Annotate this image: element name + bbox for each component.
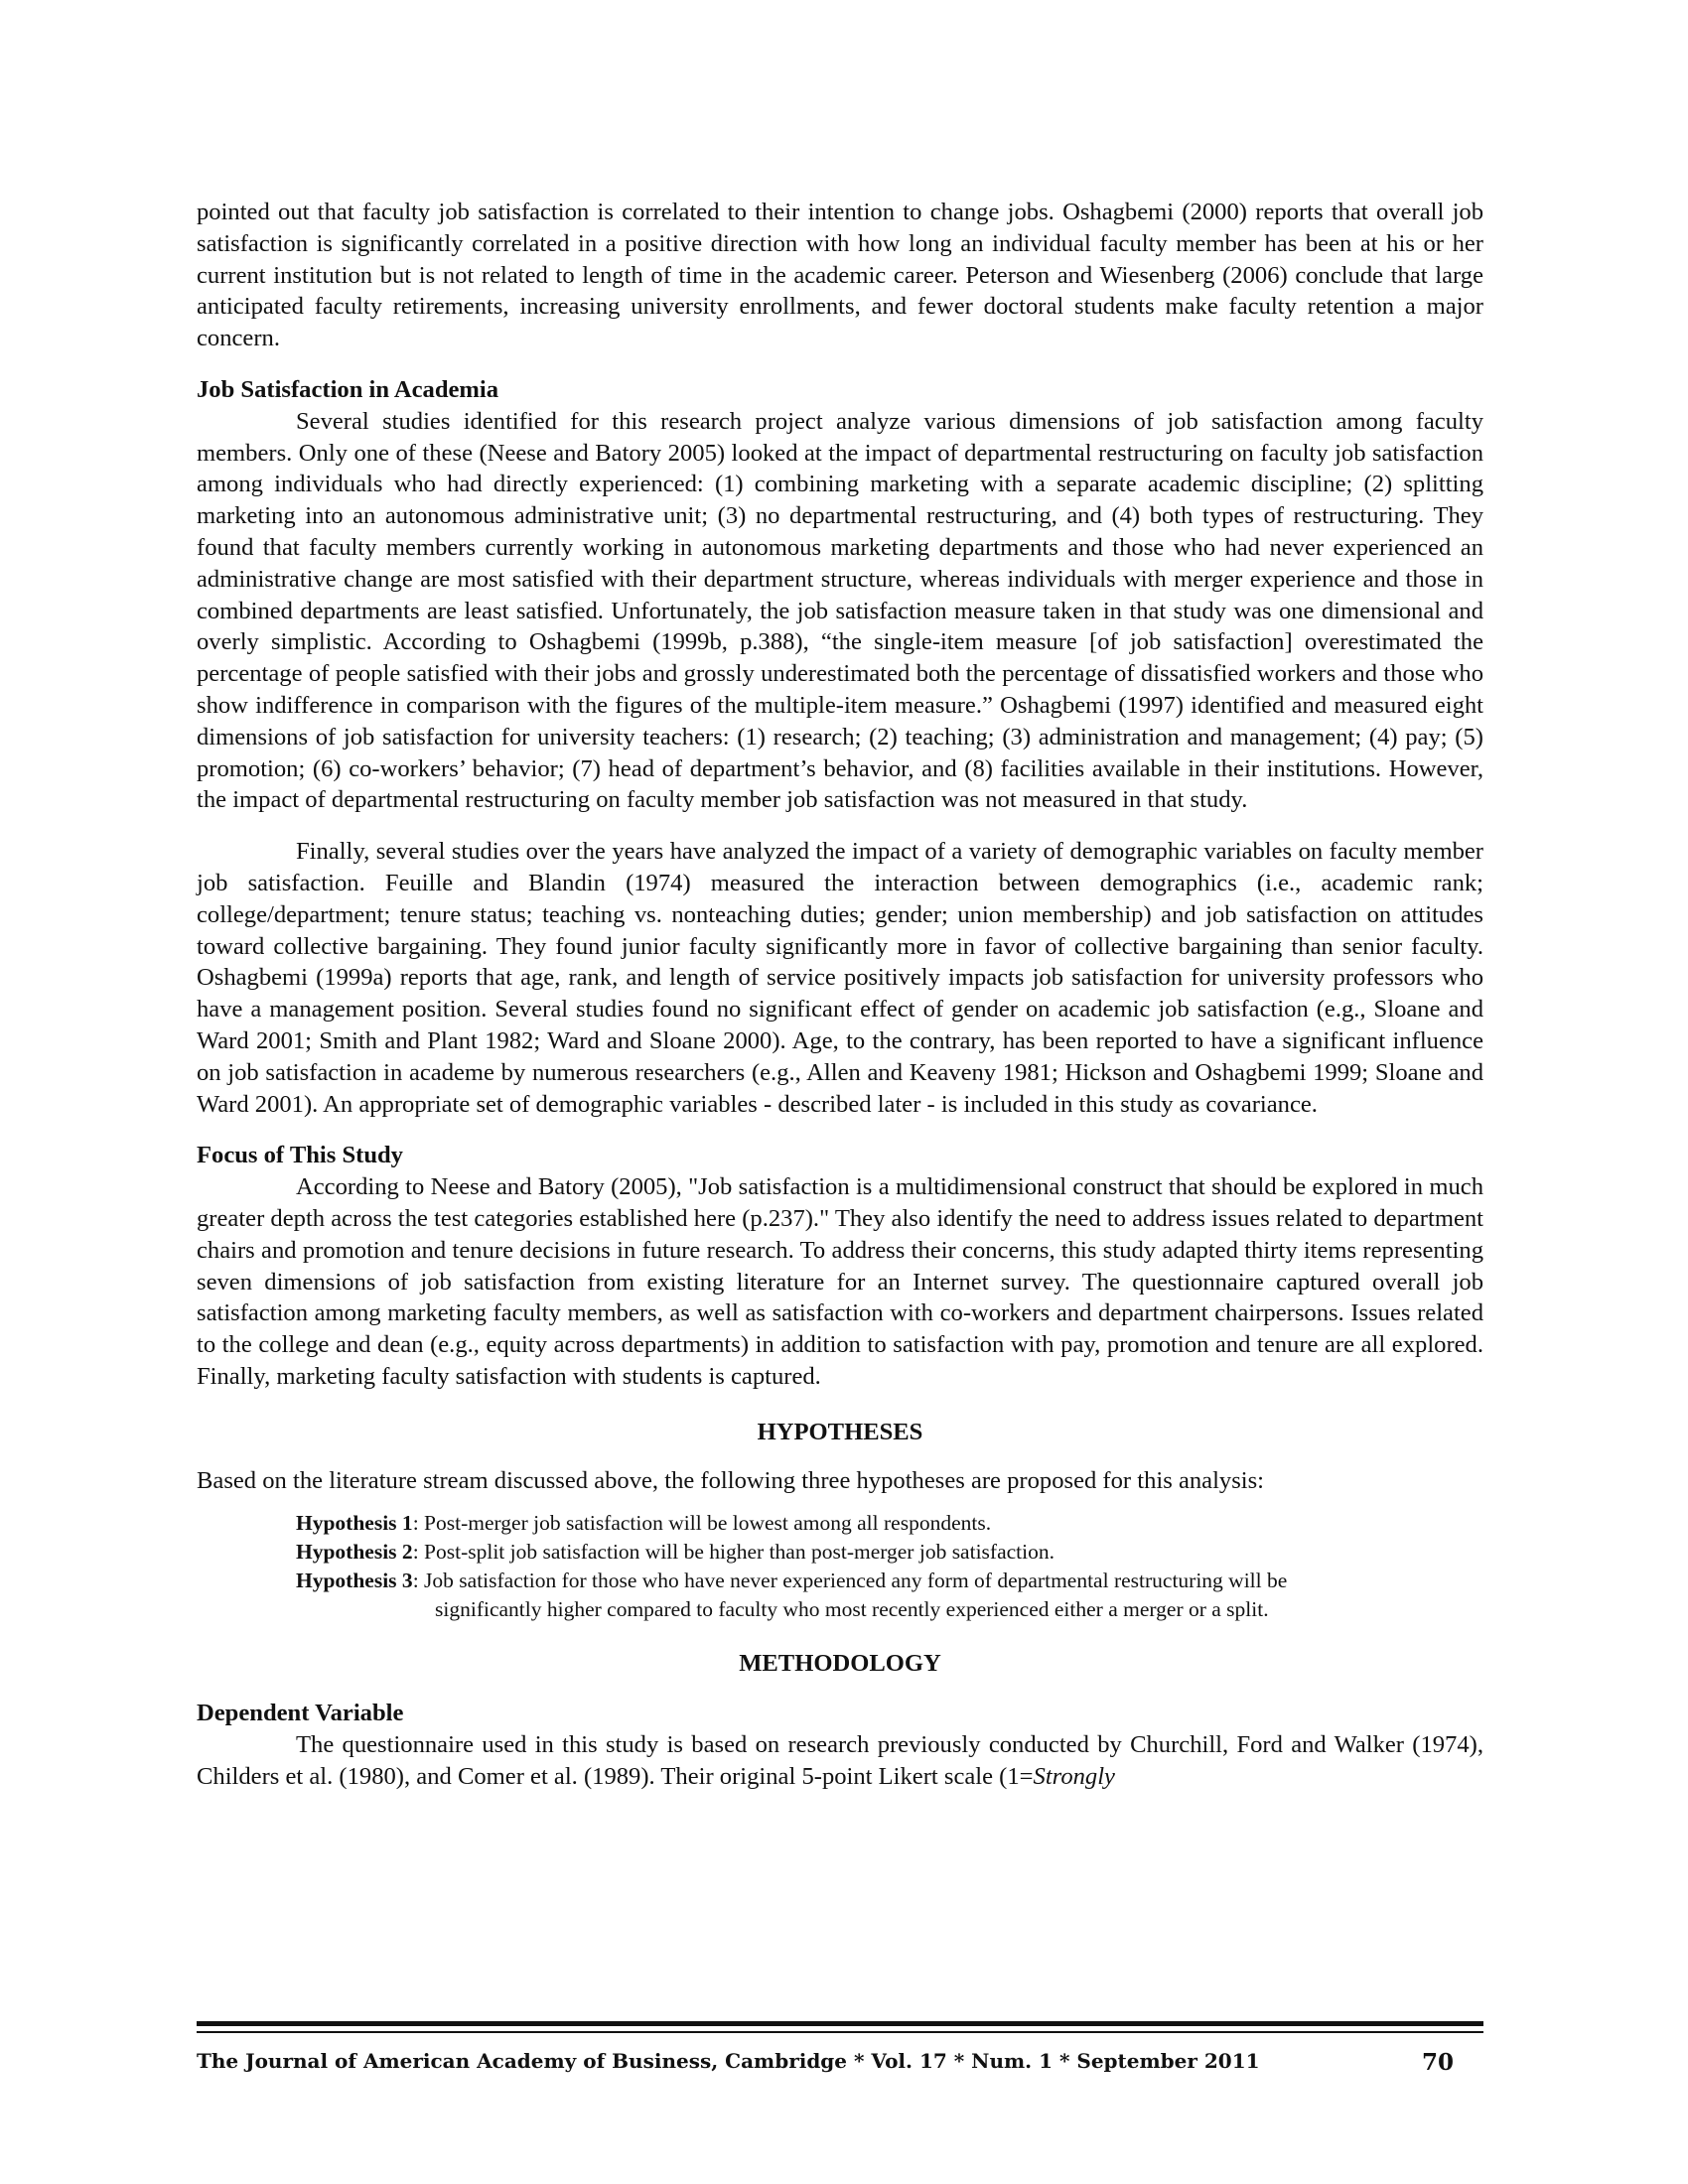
footer-rule-thin: [197, 2031, 1483, 2033]
heading-dependent-variable: Dependent Variable: [197, 1700, 404, 1727]
hypothesis-2-text: : Post-split job satisfaction will be higher than post-merger job satisfaction.: [412, 1540, 1055, 1565]
hypothesis-2: [296, 1538, 1483, 1567]
footer-rule-thick: [197, 2021, 1483, 2026]
heading-job-satisfaction: Job Satisfaction in Academia: [197, 375, 499, 403]
page-number: 70: [1421, 2049, 1454, 2076]
paragraph-3: Finally, several studies over the years have analyzed the impact of a variety of demographic variables on faculty member job satisfaction. Feuille and Blandin (1974) measured the interaction between demographics (i.e., academic rank; college/department; tenure status; teaching vs. nonteaching duties; gender; union membership) and job satisfaction on attitudes toward collective bargaining. They found junior faculty significantly more in favor of collective bargaining than senior faculty. Oshagbemi (1999a) reports that age, rank, and length of service positively impacts job satisfaction for university professors who have a management position. Several studies found no significant effect of gender on academic job satisfaction (e.g., Sloane and Ward 2001; Smith and Plant 1982; Ward and Sloane 2000). Age, to the contrary, has been reported to have a significant influence on job satisfaction in academe by numerous researchers (e.g., Allen and Keaveny 1981; Hickson and Oshagbemi 1999; Sloane and Ward 2001). An appropriate set of demographic variables - described later - is included in this study as covariance.: [197, 838, 1483, 1118]
hypothesis-1-label: Hypothesis 1: [296, 1511, 413, 1536]
hypothesis-1-text: : Post-merger job satisfaction will be lowest among all respondents.: [412, 1511, 992, 1536]
paragraph-6-italic: Strongly: [1033, 1762, 1115, 1790]
heading-methodology: METHODOLOGY: [739, 1650, 941, 1678]
hypothesis-3-continuation: significantly higher compared to faculty who most recently experienced either a merger or a split.: [435, 1597, 1269, 1622]
hypothesis-1: [296, 1509, 1483, 1538]
journal-citation: The Journal of American Academy of Business, Cambridge * Vol. 17 * Num. 1 * September 2011: [197, 2049, 1260, 2073]
hypothesis-3: [296, 1567, 1483, 1595]
hypothesis-2-label: Hypothesis 2: [296, 1540, 413, 1565]
heading-focus: Focus of This Study: [197, 1142, 403, 1169]
hypotheses-list: [296, 1509, 1483, 1624]
paragraph-6: [197, 1729, 1483, 1793]
paragraph-4: According to Neese and Batory (2005), "Job satisfaction is a multidimensional construct that should be explored in much greater depth across the test categories established here (p.237)." They also identify the need to address issues related to department chairs and promotion and tenure decisions in future research. To address their concerns, this study adapted thirty items representing seven dimensions of job satisfaction from existing literature for an Internet survey. The questionnaire captured overall job satisfaction among marketing faculty members, as well as satisfaction with co-workers and department chairpersons. Issues related to the college and dean (e.g., equity across departments) in addition to satisfaction with pay, promotion and tenure are all explored. Finally, marketing faculty satisfaction with students is captured.: [197, 1173, 1483, 1390]
page-footer: [197, 2049, 1483, 2076]
hypothesis-3-text: : Job satisfaction for those who have never experienced any form of departmental restructuring will be: [412, 1569, 1288, 1593]
heading-hypotheses: HYPOTHESES: [757, 1418, 923, 1445]
page-body: [197, 197, 1483, 1792]
paragraph-5: Based on the literature stream discussed above, the following three hypotheses are proposed for this analysis:: [197, 1467, 1265, 1495]
paragraph-6-text: The questionnaire used in this study is based on research previously conducted by Churchill, Ford and Walker (1974), Childers et al. (1980), and Comer et al. (1989). Their original 5-point Likert scale (1=: [197, 1730, 1483, 1790]
hypothesis-3-label: Hypothesis 3: [296, 1569, 413, 1593]
paragraph-1: pointed out that faculty job satisfaction is correlated to their intention to change jobs. Oshagbemi (2000) reports that overall job satisfaction is significantly correlated in a positive direction with how long an individual faculty member has been at his or her current institution but is not related to length of time in the academic career. Peterson and Wiesenberg (2006) conclude that large anticipated faculty retirements, increasing university enrollments, and fewer doctoral students make faculty retention a major concern.: [197, 199, 1483, 352]
paragraph-2: Several studies identified for this research project analyze various dimensions of job satisfaction among faculty members. Only one of these (Neese and Batory 2005) looked at the impact of departmental restructuring on faculty job satisfaction among individuals who had directly experienced: (1) combining marketing with a separate academic discipline; (2) splitting marketing into an autonomous administrative unit; (3) no departmental restructuring, and (4) both types of restructuring. They found that faculty members currently working in autonomous marketing departments and those who had never experienced an administrative change are most satisfied with their department structure, whereas individuals with merger experience and those in combined departments are least satisfied. Unfortunately, the job satisfaction measure taken in that study was one dimensional and overly simplistic. According to Oshagbemi (1999b, p.388), “the single-item measure [of job satisfaction] overestimated the percentage of people satisfied with their jobs and grossly underestimated both the percentage of dissatisfied workers and those who show indifference in comparison with the figures of the multiple-item measure.” Oshagbemi (1997) identified and measured eight dimensions of job satisfaction for university teachers: (1) research; (2) teaching; (3) administration and management; (4) pay; (5) promotion; (6) co-workers’ behavior; (7) head of department’s behavior, and (8) facilities available in their institutions. However, the impact of departmental restructuring on faculty member job satisfaction was not measured in that study.: [197, 407, 1483, 814]
